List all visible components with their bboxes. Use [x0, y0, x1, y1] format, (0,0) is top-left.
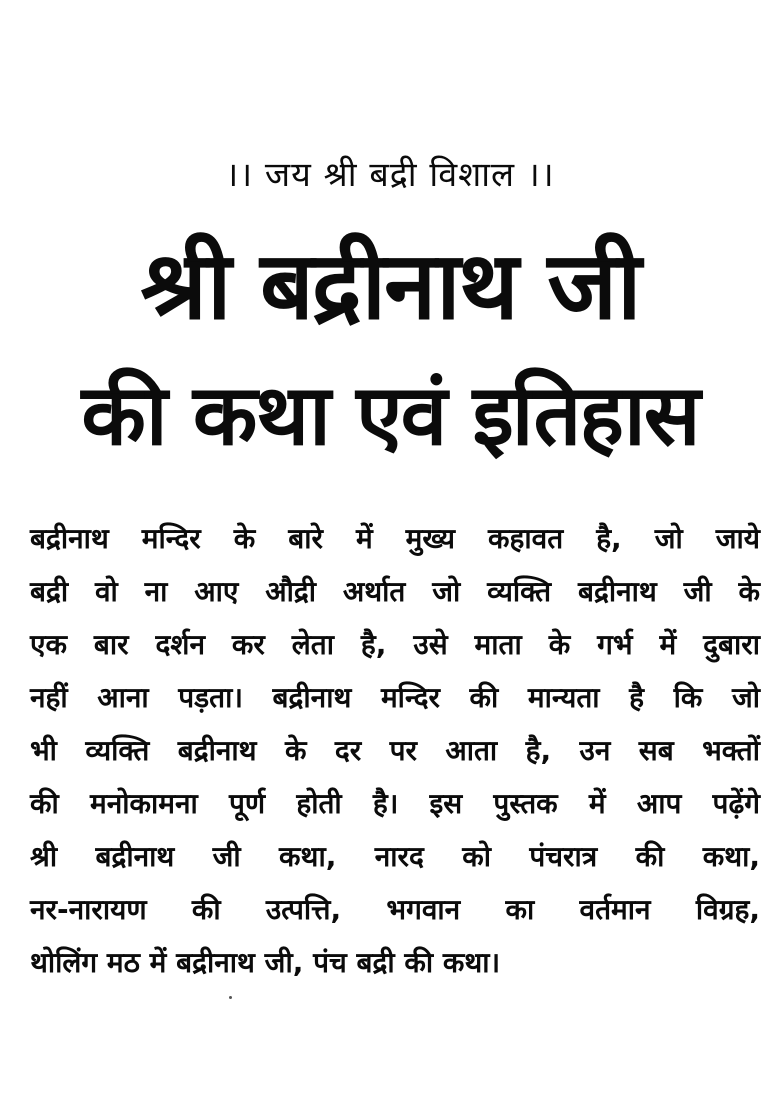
paragraph-line: नहीं आना पड़ता। बद्रीनाथ मन्दिर की मान्यता है कि जो [30, 681, 760, 714]
paragraph-line: बद्री वो ना आए औद्री अर्थात जो व्यक्ति बद्रीनाथ जी के [30, 575, 760, 608]
paragraph-line: भी व्यक्ति बद्रीनाथ के दर पर आता है, उन सब भक्तों [30, 734, 760, 767]
invocation-header: ।। जय श्री बद्री विशाल ।। [225, 155, 555, 195]
paragraph-line: बद्रीनाथ मन्दिर के बारे में मुख्य कहावत है, जो जाये [30, 522, 760, 555]
paragraph-line: थोलिंग मठ में बद्रीनाथ जी, पंच बद्री की कथा। [30, 946, 501, 979]
paragraph-line: नर-नारायण की उत्पत्ति, भगवान का वर्तमान विग्रह, [30, 893, 760, 926]
title-line-1: श्री बद्रीनाथ जी [140, 232, 640, 341]
body-paragraph [30, 512, 760, 989]
title-line-2: की कथा एवं इतिहास [81, 366, 699, 464]
print-speck [229, 996, 232, 999]
paragraph-line: श्री बद्रीनाथ जी कथा, नारद को पंचरात्र की कथा, [30, 840, 760, 873]
paragraph-line: की मनोकामना पूर्ण होती है। इस पुस्तक में आप पढ़ेंगे [30, 787, 760, 820]
paragraph-line: एक बार दर्शन कर लेता है, उसे माता के गर्भ में दुबारा [30, 628, 760, 661]
